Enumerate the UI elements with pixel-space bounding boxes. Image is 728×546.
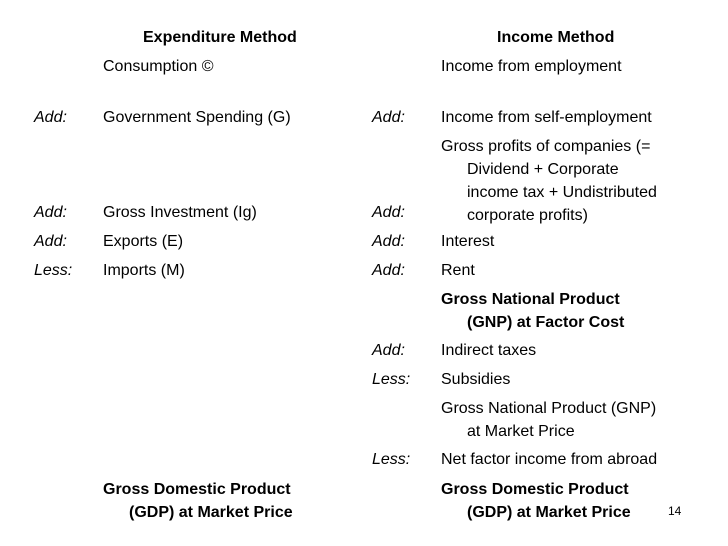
expenditure-gdp-total	[103, 478, 293, 524]
gnp-factor-cost-line1: Gross National Product	[441, 291, 620, 308]
expenditure-method-heading: Expenditure Method	[143, 29, 297, 46]
income-gdp-line1: Gross Domestic Product	[441, 481, 629, 498]
page-number: 14	[668, 504, 682, 518]
gross-investment-item: Gross Investment (Ig)	[103, 204, 257, 221]
gnp-market-price-line1: Gross National Product (GNP)	[441, 400, 657, 417]
interest-item: Interest	[441, 233, 495, 250]
expenditure-gdp-line1: Gross Domestic Product	[103, 481, 291, 498]
income-gdp-total	[441, 478, 631, 524]
gross-profits-item	[441, 135, 657, 227]
gross-profits-line4: corporate profits)	[467, 207, 588, 224]
government-spending-item: Government Spending (G)	[103, 109, 291, 126]
imports-operator: Less:	[34, 262, 73, 279]
gnp-factor-cost-line2: (GNP) at Factor Cost	[467, 314, 625, 331]
imports-item: Imports (M)	[103, 262, 185, 279]
exports-item: Exports (E)	[103, 233, 184, 250]
income-gdp-line2: (GDP) at Market Price	[467, 504, 631, 521]
self-employment-operator: Add:	[372, 109, 405, 126]
net-factor-income-operator: Less:	[372, 451, 411, 468]
net-factor-income-item: Net factor income from abroad	[441, 451, 658, 468]
exports-operator: Add:	[34, 233, 67, 250]
gross-profits-line3: income tax + Undistributed	[467, 184, 657, 201]
gnp-market-price-line2: at Market Price	[467, 423, 575, 440]
self-employment-item: Income from self-employment	[441, 109, 652, 126]
interest-operator: Add:	[372, 233, 405, 250]
indirect-taxes-item: Indirect taxes	[441, 342, 537, 359]
gross-profits-line2: Dividend + Corporate	[467, 161, 619, 178]
rent-operator: Add:	[372, 262, 405, 279]
indirect-taxes-operator: Add:	[372, 342, 405, 359]
subsidies-operator: Less:	[372, 371, 411, 388]
gnp-factor-cost-subtotal	[441, 288, 624, 334]
expenditure-gdp-line2: (GDP) at Market Price	[129, 504, 293, 521]
gnp-market-price-subtotal	[441, 397, 656, 443]
gross-profits-operator: Add:	[372, 204, 405, 221]
gross-profits-line1: Gross profits of companies (=	[441, 138, 651, 155]
government-operator: Add:	[34, 109, 67, 126]
investment-operator: Add:	[34, 204, 67, 221]
rent-item: Rent	[441, 262, 475, 279]
consumption-item: Consumption ©	[103, 58, 214, 75]
subsidies-item: Subsidies	[441, 371, 511, 388]
income-method-heading: Income Method	[497, 29, 615, 46]
income-employment-item: Income from employment	[441, 58, 622, 75]
